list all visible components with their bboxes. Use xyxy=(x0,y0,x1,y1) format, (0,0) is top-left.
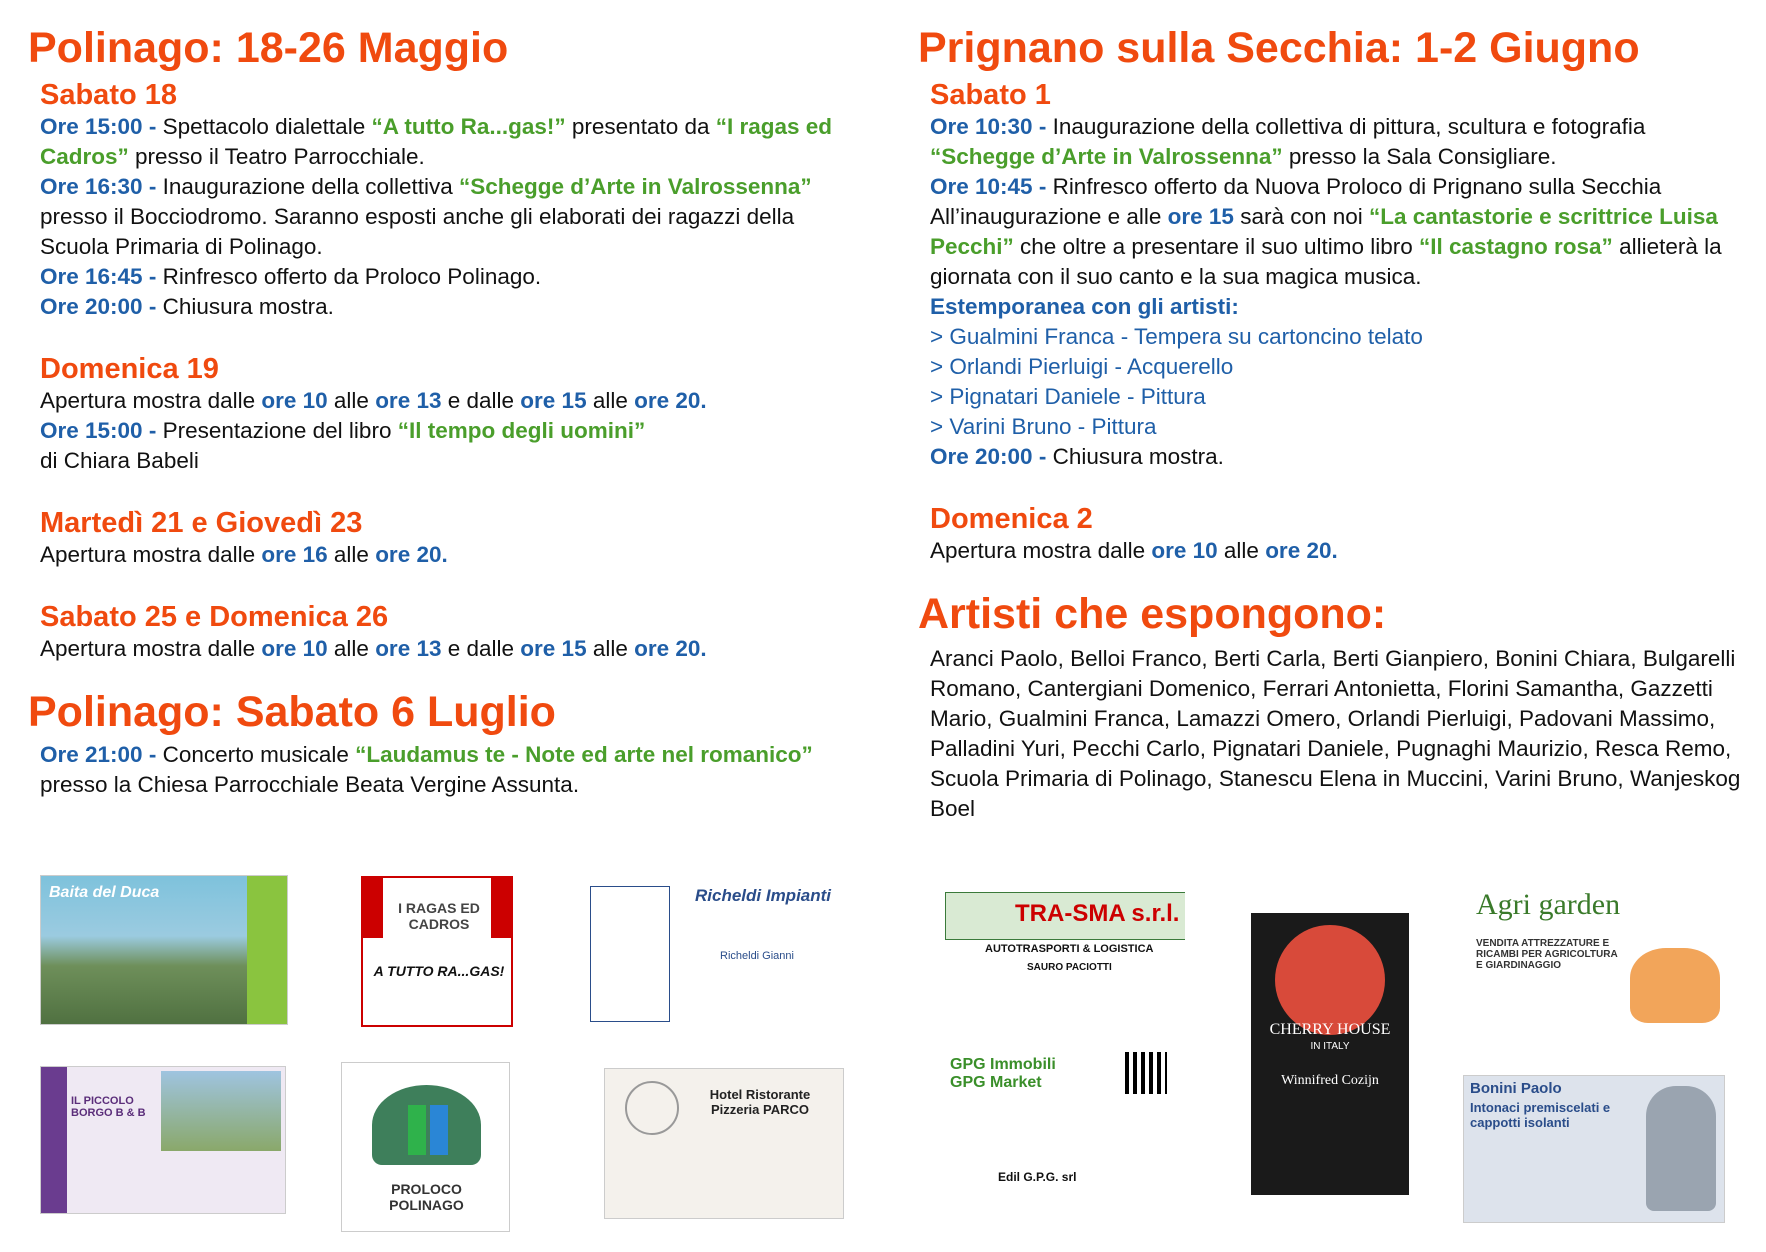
proloco-wings xyxy=(372,1085,481,1165)
dom2-apertura: Apertura mostra dalle ore 10 alle ore 20. xyxy=(930,538,1338,563)
right-column xyxy=(918,0,1748,824)
ad-ragas-ed-cadros xyxy=(361,876,513,1027)
sabato-1-heading: Sabato 1 xyxy=(930,79,1051,111)
trasma-logo: TRA-SMA s.r.l. xyxy=(1015,900,1180,927)
luglio-concerto: Ore 21:00 - Concerto musicale “Laudamus te - Note ed arte nel romanico” presso la Chiesa Parrocchiale Beata Vergine Assunta. xyxy=(40,742,813,797)
domenica-2-section xyxy=(918,502,1748,566)
dom19-presentazione: Ore 15:00 - Presentazione del libro “Il tempo degli uomini” xyxy=(40,418,646,443)
baita-logo: Baita del Duca xyxy=(49,884,160,901)
dom19-apertura: Apertura mostra dalle ore 10 alle ore 13 e dalle ore 15 alle ore 20. xyxy=(40,388,707,413)
estemporanea-title: Estemporanea con gli artisti: xyxy=(930,294,1239,319)
polinago-title: Polinago: 18-26 Maggio xyxy=(28,24,509,72)
ad-tra-sma xyxy=(945,888,1185,1026)
richeldi-services-box xyxy=(590,886,670,1022)
ad-hotel-parco xyxy=(604,1068,844,1219)
list-item: > Varini Bruno - Pittura xyxy=(930,414,1157,439)
proloco-p-blue xyxy=(430,1105,448,1155)
list-item: > Pignatari Daniele - Pittura xyxy=(930,384,1206,409)
sab1-line3: All’inaugurazione e alle ore 15 sarà con noi “La cantastorie e scrittrice Luisa Pecchi” che oltre a presentare il suo ultimo libro “Il castagno rosa” allieterà la giornata con il suo canto e la sua magica musica. xyxy=(930,204,1722,289)
artisti-section xyxy=(918,644,1748,824)
ragas-logo: I RAGAS ED CADROS xyxy=(398,900,480,932)
gpg-company: Edil G.P.G. srl xyxy=(998,1170,1077,1184)
luglio-section xyxy=(28,740,858,800)
sab18-line5: Ore 20:00 - Chiusura mostra. xyxy=(40,294,334,319)
bonini-logo: Bonini Paolo xyxy=(1470,1080,1562,1097)
mar21-apertura: Apertura mostra dalle ore 16 alle ore 20. xyxy=(40,542,448,567)
cherry-logo: CHERRY HOUSE xyxy=(1269,1021,1391,1038)
sabato-18-section xyxy=(28,78,858,322)
bonini-tagline: Intonaci premiscelati e cappotti isolanti xyxy=(1470,1100,1611,1130)
luglio-title: Polinago: Sabato 6 Luglio xyxy=(28,688,556,736)
qr-code-icon xyxy=(1125,1052,1167,1094)
domenica-19-heading: Domenica 19 xyxy=(40,353,219,385)
domenica-2-heading: Domenica 2 xyxy=(930,503,1093,535)
baita-side-bar xyxy=(247,876,287,1025)
ragas-show-title: A TUTTO RA...GAS! xyxy=(373,963,505,979)
sabato-18-heading: Sabato 18 xyxy=(40,79,177,111)
sab1-line4: Ore 20:00 - Chiusura mostra. xyxy=(930,444,1224,469)
piccolo-side-bar xyxy=(41,1067,67,1214)
sab18-line1: Ore 15:00 - Spettacolo dialettale “A tutto Ra...gas!” presentato da “I ragas ed Cadros” presso il Teatro Parrocchiale. xyxy=(40,114,833,169)
estemporanea-list xyxy=(930,322,1748,442)
martedi-heading: Martedì 21 e Giovedì 23 xyxy=(40,507,363,539)
curtain-left xyxy=(363,878,383,938)
sab25-apertura: Apertura mostra dalle ore 10 alle ore 13 e dalle ore 15 alle ore 20. xyxy=(40,636,707,661)
proloco-p-green xyxy=(408,1105,426,1155)
trasma-tagline: AUTOTRASPORTI & LOGISTICA xyxy=(985,943,1154,955)
ad-bonini-paolo xyxy=(1463,1075,1725,1223)
list-item: > Gualmini Franca - Tempera su cartoncino telato xyxy=(930,324,1423,349)
domenica-19-section xyxy=(28,352,858,476)
sab1-line2: Ore 10:45 - Rinfresco offerto da Nuova Proloco di Prignano sulla Secchia xyxy=(930,174,1662,199)
sabato-1-section xyxy=(918,78,1748,472)
piccolo-photo xyxy=(161,1071,281,1151)
richeldi-contact: Richeldi Gianni xyxy=(720,950,794,962)
left-column xyxy=(28,0,858,800)
artisti-list: Aranci Paolo, Belloi Franco, Berti Carla, Berti Gianpiero, Bonini Chiara, Bulgarelli Romano, Cantergiani Domenico, Ferrari Antonietta, Florini Samantha, Gazzetti Mario, Gualmini Franca, Lamazzi Omero, Orlandi Pierluigi, Padovani Massimo, Palladini Yuri, Pecchi Carlo, Pignatari Daniele, Pugnaghi Maurizio, Resca Remo, Scuola Primaria di Polinago, Stanescu Elena in Muccini, Varini Bruno, Wanjeskog Boel xyxy=(930,646,1741,821)
curtain-right xyxy=(491,878,511,938)
proloco-logo: PROLOCO POLINAGO xyxy=(389,1181,464,1213)
ad-agri-garden xyxy=(1474,888,1724,1038)
prignano-title: Prignano sulla Secchia: 1-2 Giugno xyxy=(918,24,1640,72)
ad-proloco-polinago xyxy=(341,1062,510,1232)
plasterer-icon xyxy=(1646,1086,1716,1211)
sab1-line1: Ore 10:30 - Inaugurazione della collettiva di pittura, scultura e fotografia “Schegge d’Arte in Valrossenna” presso la Sala Consigliare. xyxy=(930,114,1646,169)
richeldi-logo: Richeldi Impianti xyxy=(695,886,832,905)
ad-cherry-house xyxy=(1251,913,1409,1195)
martedi-section xyxy=(28,506,858,570)
ad-gpg xyxy=(950,1052,1180,1200)
sab18-line3: Ore 16:30 - Inaugurazione della collettiva “Schegge d’Arte in Valrossenna” presso il Bocciodromo. Saranno esposti anche gli elaborati dei ragazzi della Scuola Primaria di Polinago. xyxy=(40,174,812,259)
mower-icon xyxy=(1630,948,1720,1023)
ad-piccolo-borgo xyxy=(40,1066,286,1214)
list-item: > Orlandi Pierluigi - Acquerello xyxy=(930,354,1234,379)
gpg-logo: GPG Immobili GPG Market xyxy=(950,1056,1056,1091)
parco-emblem xyxy=(625,1081,679,1135)
sabato-25-heading: Sabato 25 e Domenica 26 xyxy=(40,601,389,633)
agri-tagline: VENDITA ATTREZZATURE E RICAMBI PER AGRICOLTURA E GIARDINAGGIO xyxy=(1476,938,1618,971)
trasma-person: SAURO PACIOTTI xyxy=(1027,962,1112,973)
parco-logo: Hotel Ristorante Pizzeria PARCO xyxy=(709,1087,811,1117)
ad-baita-del-duca xyxy=(40,875,288,1025)
artisti-title: Artisti che espongono: xyxy=(918,590,1387,638)
cherry-tagline: IN ITALY xyxy=(1310,1041,1350,1052)
sabato-25-section xyxy=(28,600,858,664)
cherry-person: Winnifred Cozijn xyxy=(1281,1073,1379,1088)
ad-richeldi-impianti xyxy=(590,878,842,1026)
agri-logo: Agri garden xyxy=(1476,888,1621,921)
sab18-line4: Ore 16:45 - Rinfresco offerto da Proloco Polinago. xyxy=(40,264,542,289)
dom19-author: di Chiara Babeli xyxy=(40,448,199,473)
piccolo-logo: IL PICCOLO BORGO B & B xyxy=(71,1095,146,1119)
cherry-icon xyxy=(1275,925,1385,1035)
